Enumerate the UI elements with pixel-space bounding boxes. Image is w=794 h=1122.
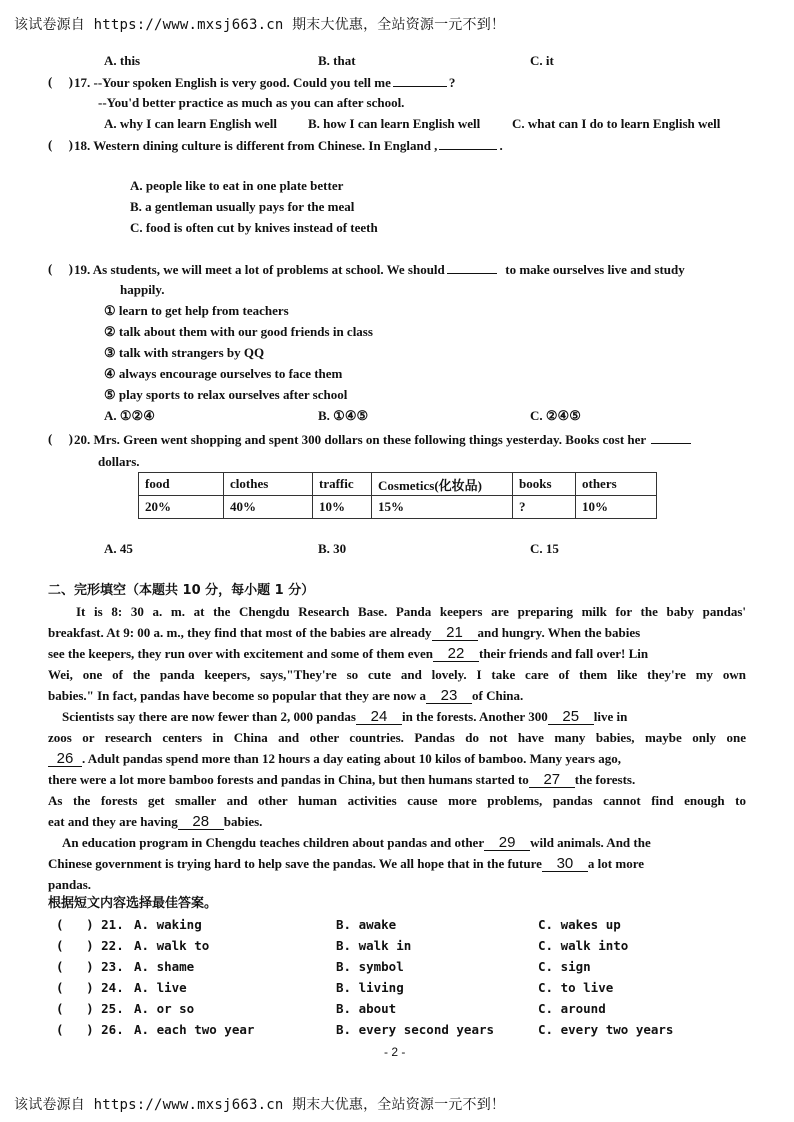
table-cell-books: ? (513, 496, 576, 519)
q18-stem: 18. Western dining culture is different from Chinese. In England , . (74, 138, 503, 153)
answer-25-a: A. or so (134, 1001, 195, 1016)
answer-22-b: B. walk in (336, 938, 412, 953)
table-cell-clothes: 40% (224, 496, 313, 519)
answer-21-b: B. awake (336, 917, 397, 932)
blank-22: 22 (433, 646, 479, 662)
passage-p1-line1: It is 8: 30 a. m. at the Chengdu Research Base. Panda keepers are preparing milk for the baby pandas' (76, 604, 746, 619)
answer-23-a: A. shame (134, 959, 195, 974)
q18-option-b: B. a gentleman usually pays for the meal (130, 199, 355, 214)
q20-paren: ( ) (48, 431, 73, 446)
q20-stem: 20. Mrs. Green went shopping and spent 300 dollars on these following things yesterday. Books cost her (74, 431, 693, 448)
q20-option-a: A. 45 (104, 541, 133, 556)
blank-26: 26 (48, 751, 82, 767)
answer-row-22: ( ) 22. (56, 938, 124, 953)
q20-stem-line2: dollars. (98, 454, 140, 469)
q16-option-b: B. that (318, 53, 356, 68)
answer-26-a: A. each two year (134, 1022, 255, 1037)
table-row (139, 496, 657, 519)
passage-p2-line3: 26 . Adult pandas spend more than 12 hours a day eating about 10 kilos of bamboo. Many years ago, (48, 751, 621, 767)
q20-blank (651, 431, 691, 444)
q16-option-a: A. this (104, 53, 141, 68)
q16-option-c: C. it (530, 53, 554, 68)
bottom-banner: 该试卷源自 https://www.mxsj663.cn 期末大优惠，全站资源一元不到！ (14, 1097, 506, 1113)
spending-table (138, 472, 657, 519)
blank-30: 30 (542, 856, 588, 872)
top-banner: 该试卷源自 https://www.mxsj663.cn 期末大优惠，全站资源一元不到！ (14, 17, 506, 33)
q17-paren: ( ) (48, 74, 73, 89)
answer-24-b: B. living (336, 980, 404, 995)
q19-item-4: ④ always encourage ourselves to face them (104, 366, 343, 381)
table-header-row (139, 473, 657, 496)
q19-stem: 19. As students, we will meet a lot of problems at school. We should to make ourselves live and study (74, 262, 685, 277)
blank-27: 27 (529, 772, 575, 788)
answer-24-a: A. live (134, 980, 187, 995)
answer-24-c: C. to live (538, 980, 614, 995)
answer-21-c: C. wakes up (538, 917, 621, 932)
q17-option-a: A. why I can learn English well (104, 116, 277, 131)
answer-22-c: C. walk into (538, 938, 629, 953)
table-header-traffic: traffic (313, 473, 372, 496)
q18-blank (439, 137, 497, 150)
q19-item-5: ⑤ play sports to relax ourselves after school (104, 387, 348, 402)
passage-p1-line5: babies." In fact, pandas have become so popular that they are now a 23 of China. (48, 687, 524, 704)
q20-option-b: B. 30 (318, 541, 347, 556)
q19-item-1: ① learn to get help from teachers (104, 303, 289, 318)
q19-option-c: C. ②④⑤ (530, 408, 581, 423)
table-header-books: books (513, 473, 576, 496)
answer-row-21: ( ) 21. (56, 917, 124, 932)
table-cell-others: 10% (576, 496, 657, 519)
blank-29: 29 (484, 835, 530, 851)
passage-p2-line6: eat and they are having 28 babies. (48, 813, 263, 830)
q19-option-a: A. ①②④ (104, 408, 155, 423)
passage-p2-line5: As the forests get smaller and other human activities cause more problems, pandas cannot find enough to (48, 793, 746, 808)
table-cell-cosmetics: 15% (372, 496, 513, 519)
table-header-clothes: clothes (224, 473, 313, 496)
q19-stem-line2: happily. (120, 282, 165, 297)
passage-p3-line1: An education program in Chengdu teaches children about pandas and other 29 wild animals. And the (62, 834, 651, 851)
answer-26-b: B. every second years (336, 1022, 495, 1037)
answer-25-c: C. around (538, 1001, 606, 1016)
q17-stem: 17. --Your spoken English is very good. Could you tell me ? (74, 75, 456, 90)
q19-option-b: B. ①④⑤ (318, 408, 369, 423)
passage-p3-line3: pandas. (48, 877, 91, 892)
table-header-cosmetics: Cosmetics(化妆品) (372, 473, 513, 496)
q18-option-a: A. people like to eat in one plate better (130, 178, 344, 193)
passage-p2-line1: Scientists say there are now fewer than 2, 000 pandas 24 in the forests. Another 300 25 live in (62, 708, 628, 725)
answer-row-26: ( ) 26. (56, 1022, 124, 1037)
answer-26-c: C. every two years (538, 1022, 674, 1037)
q18-option-c: C. food is often cut by knives instead of teeth (130, 220, 378, 235)
q17-response: --You'd better practice as much as you can after school. (98, 95, 405, 110)
blank-25: 25 (548, 709, 594, 725)
q17-option-c: C. what can I do to learn English well (512, 116, 721, 131)
q17-option-b: B. how I can learn English well (308, 116, 481, 131)
q19-blank (447, 261, 497, 274)
passage-p1-line2: breakfast. At 9: 00 a. m., they find that most of the babies are already 21 and hungry. When the babies (48, 624, 641, 641)
answer-instruction: 根据短文内容选择最佳答案。 (48, 896, 218, 911)
answer-row-25: ( ) 25. (56, 1001, 124, 1016)
table-header-others: others (576, 473, 657, 496)
blank-21: 21 (432, 625, 478, 641)
passage-p2-line4: there were a lot more bamboo forests and pandas in China, but then humans started to 27 the forests. (48, 771, 636, 788)
q19-item-2: ② talk about them with our good friends in class (104, 324, 373, 339)
blank-24: 24 (356, 709, 402, 725)
answer-25-b: B. about (336, 1001, 397, 1016)
q19-item-3: ③ talk with strangers by QQ (104, 345, 265, 360)
answer-row-23: ( ) 23. (56, 959, 124, 974)
passage-p3-line2: Chinese government is trying hard to help save the pandas. We all hope that in the future 30 a lot more (48, 855, 644, 872)
q18-paren: ( ) (48, 137, 73, 152)
passage-p1-line4: Wei, one of the panda keepers, says,"They're so cute and lovely. I take care of them like they're my own (48, 667, 746, 682)
q19-paren: ( ) (48, 261, 73, 276)
answer-row-24: ( ) 24. (56, 980, 124, 995)
passage-p1-line3: see the keepers, they run over with excitement and some of them even 22 their friends and fall over! Lin (48, 645, 649, 662)
q17-blank (393, 74, 447, 87)
table-header-food: food (139, 473, 224, 496)
q20-option-c: C. 15 (530, 541, 559, 556)
passage-p2-line2: zoos or research centers in China and other countries. Pandas do not have many babies, maybe only one (48, 730, 746, 745)
table-cell-traffic: 10% (313, 496, 372, 519)
blank-23: 23 (426, 688, 472, 704)
blank-28: 28 (178, 814, 224, 830)
table-cell-food: 20% (139, 496, 224, 519)
answer-22-a: A. walk to (134, 938, 210, 953)
answer-21-a: A. waking (134, 917, 202, 932)
page-number: - 2 - (384, 1045, 406, 1059)
answer-23-b: B. symbol (336, 959, 404, 974)
section-title: 二、完形填空（本题共 10 分，每小题 1 分） (48, 583, 315, 598)
answer-23-c: C. sign (538, 959, 591, 974)
